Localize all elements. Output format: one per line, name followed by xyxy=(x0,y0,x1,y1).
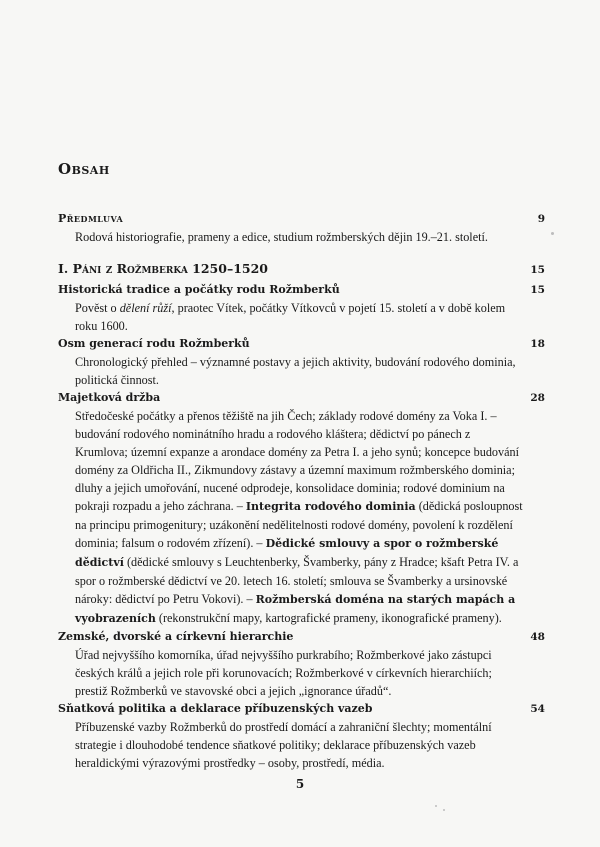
toc-entry-chapter[interactable] xyxy=(58,389,545,628)
chapter-page-number: 54 xyxy=(530,703,545,715)
chapter-description xyxy=(58,299,545,335)
part-1-page-number: 15 xyxy=(530,264,545,276)
part-1-roman: I. xyxy=(58,261,73,276)
preface-title: Předmluva xyxy=(58,212,124,225)
chapter-description-text: (rekonstrukční mapy, kartografické prameny, ikonografické prameny). xyxy=(155,611,502,625)
page-number: 5 xyxy=(295,777,305,791)
chapter-page-number: 18 xyxy=(530,338,545,350)
chapter-title: Majetková držba xyxy=(58,391,161,404)
chapter-description: Úřad nejvyššího komorníka, úřad nejvyššího purkrabího; Rožmberkové jako zástupci českých králů a jejich role při korunovacích; Rožmberkové v církevních hierarchiích; prestiž Rožmberků ve stavovské obci a jejich „ignorance úřadů“. xyxy=(75,648,492,698)
chapter-description-text: Středočeské počátky a přenos těžiště na jih Čech; základy rodové domény za Voka I. – budování rodového nominátního hradu a rodového kláštera; dědictví po pánech z Krumlova; územní expanze a arondace domény za Petra I. a jeho synů; koncepce budování domény za Oldřicha II., Zikmundovy zástavy a územní maximum rožmberského dominia; dluhy a jejich umořování, nucené odprodeje, konsolidace dominia; rodové dominium na pokraji rozpadu a jeho záchrana. – xyxy=(75,409,519,513)
chapter-page-number: 28 xyxy=(530,392,545,404)
preface-page-number: 9 xyxy=(537,213,545,225)
chapter-description-italic: dělení růží xyxy=(119,301,172,315)
subsection-title: Integrita rodového dominia xyxy=(245,500,416,513)
toc-entry-chapter[interactable] xyxy=(58,335,545,389)
chapter-title: Zemské, dvorské a církevní hierarchie xyxy=(58,630,294,643)
chapter-description-text: , praotec Vítek, počátky Vítkovců v pojetí 15. století a v době kolem roku 1600. xyxy=(75,301,506,333)
preface-description: Rodová historiografie, prameny a edice, studium rožmberských dějin 19.–21. století. xyxy=(75,230,488,244)
paper-speck xyxy=(443,809,445,811)
chapter-description: Chronologický přehled – významné postavy a jejich aktivity, budování rodového dominia, politická činnost. xyxy=(75,355,516,387)
part-1-heading[interactable] xyxy=(58,260,545,279)
part-1-name: Páni z Rožmberka xyxy=(72,261,188,276)
toc-heading: Obsah xyxy=(58,160,110,178)
subsection-title: Dědické smlouvy a spor o rožmberské dědictví xyxy=(75,537,499,569)
chapter-description-text: (dědická posloupnost na principu primogenitury; uzákonění nedělitelnosti rodové domény, povolení k rozdělení dominia; falsum o rodovém zřízení). – xyxy=(75,499,523,550)
subsection-title: Rožmberská doména na starých mapách a vyobrazeních xyxy=(75,593,516,625)
table-of-contents xyxy=(58,210,545,772)
chapter-page-number: 48 xyxy=(530,631,545,643)
paper-speck xyxy=(551,232,554,235)
chapter-title: Sňatková politika a deklarace příbuzenských vazeb xyxy=(58,702,373,715)
chapter-page-number: 15 xyxy=(530,284,545,296)
chapter-description xyxy=(58,407,545,628)
paper-speck xyxy=(435,805,437,807)
part-1-title xyxy=(58,260,268,278)
toc-entry-chapter[interactable] xyxy=(58,628,545,700)
chapter-description: Příbuzenské vazby Rožmberků do prostředí domácí a zahraniční šlechty; momentální strategie i dlouhodobé tendence sňatkové politiky; deklarace příbuzenských vazeb heraldickými výrazovými prostředky – osoby, prostředí, média. xyxy=(75,720,492,770)
toc-entry-chapter[interactable] xyxy=(58,700,545,772)
chapter-title: Osm generací rodu Rožmberků xyxy=(58,337,250,350)
chapter-description-text: Pověst o xyxy=(75,301,120,315)
toc-entry-preface[interactable] xyxy=(58,210,545,246)
toc-entry-chapter[interactable] xyxy=(58,281,545,335)
chapter-description-text: (dědické smlouvy s Leuchtenberky, Švamberky, pány z Hradce; kšaft Petra IV. a spor o rožmberské dědictví ve 20. letech 16. století; smlouva se Švamberky a ursinovské nároky: dědictví po Petru Vokovi). – xyxy=(75,555,519,606)
part-1-years: 1250–1520 xyxy=(187,261,268,276)
chapter-title: Historická tradice a počátky rodu Rožmberků xyxy=(58,283,340,296)
